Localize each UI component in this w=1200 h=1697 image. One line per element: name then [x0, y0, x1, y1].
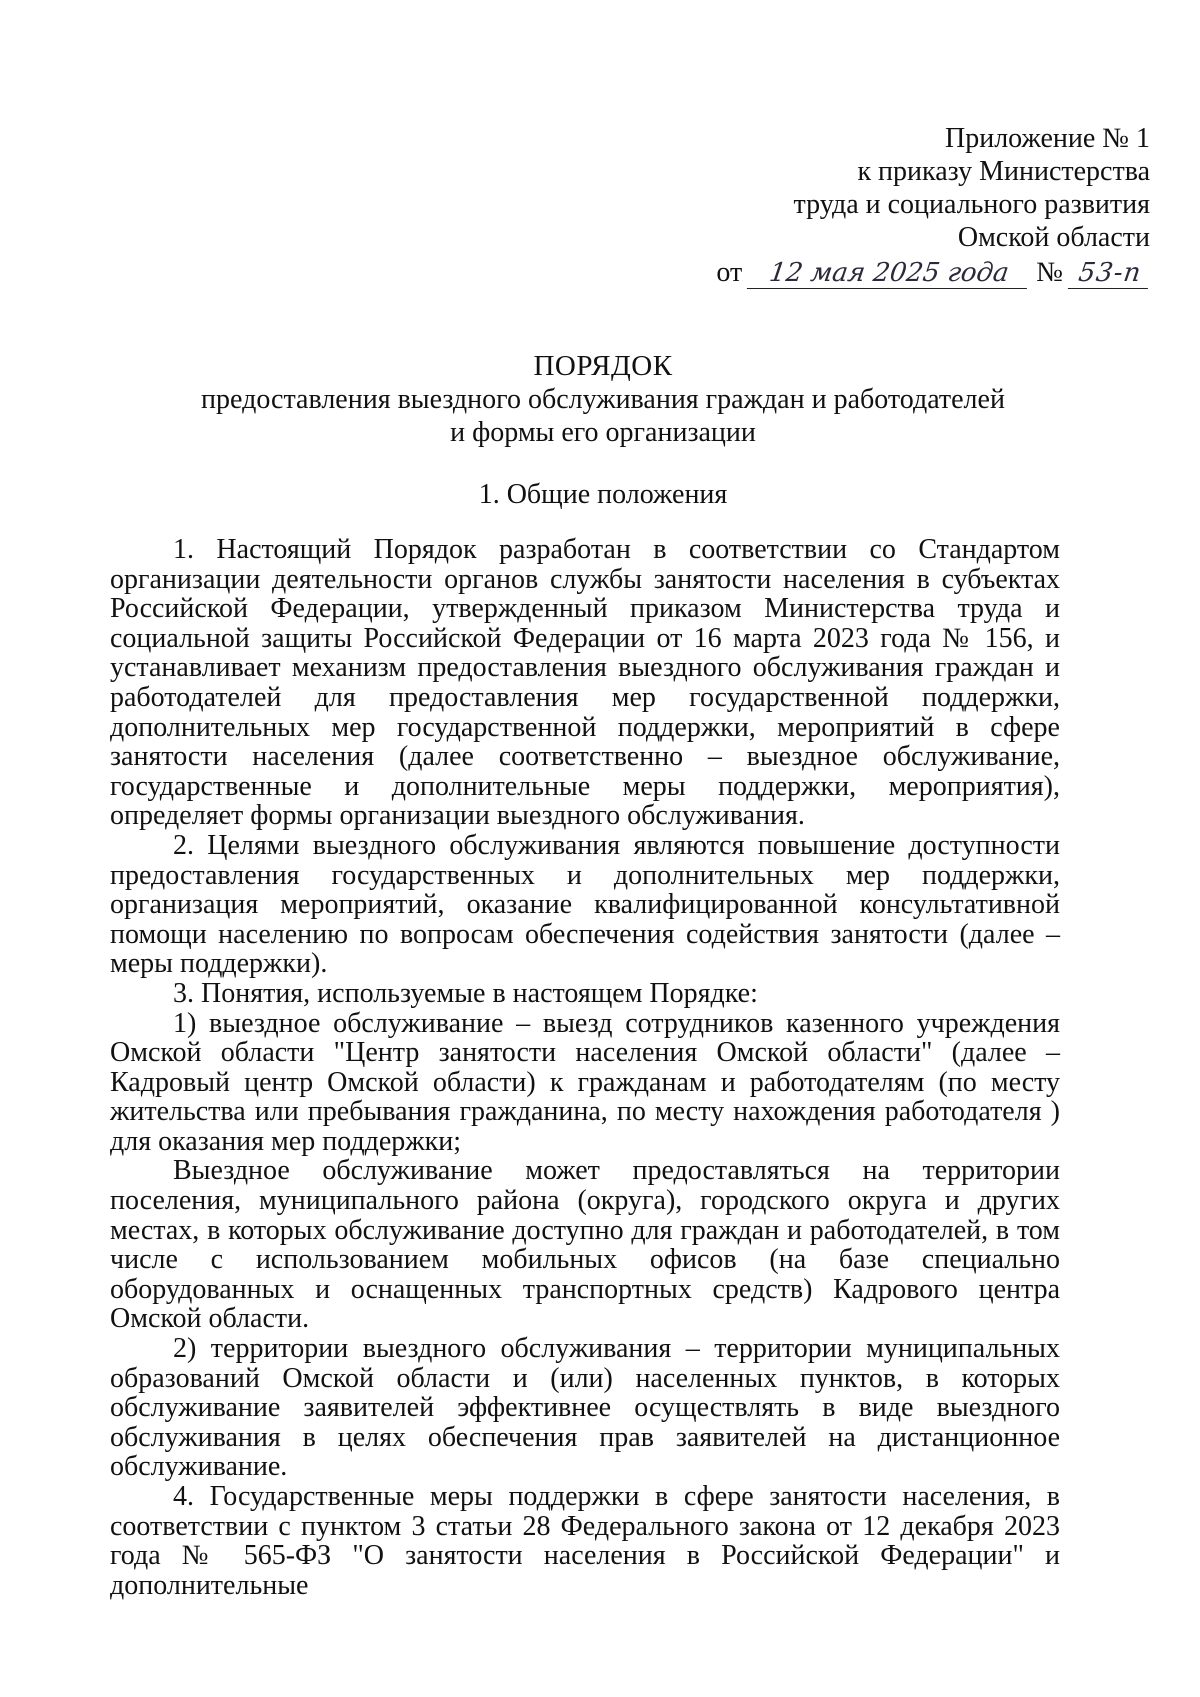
appendix-order-ref: к приказу Министерства — [857, 156, 1150, 187]
paragraph: 4. Государственные меры поддержки в сфере занятости населения, в соответствии с пунктом 3 статьи 28 Федерального закона от 12 декабря 2023 года № 565-ФЗ "О занятости населения в Российской Федерации" и дополнительные — [110, 1481, 1060, 1601]
paragraph: 2) территории выездного обслуживания – территории муниципальных образований Омской области и (или) населенных пунктов, в которых обслуживание заявителей эффективнее осуществлять в виде выездного обслуживания в целях обеспечения прав заявителей на дистанционное обслуживание. — [110, 1333, 1060, 1483]
paragraph: 1) выездное обслуживание – выезд сотрудников казенного учреждения Омской области "Центр занятости населения Омской области" (далее – Кадровый центр Омской области) к гражданам и работодателям (по месту жительства или пребывания гражданина, по месту нахождения работодателя ) для оказания мер поддержки; — [110, 1007, 1060, 1157]
order-date-line — [630, 256, 1150, 289]
appendix-number: Приложение № 1 — [945, 123, 1150, 154]
appendix-region: Омской области — [957, 222, 1150, 253]
document-subtitle-line1: предоставления выездного обслуживания граждан и работодателей — [201, 384, 1005, 415]
paragraph: 3. Понятия, используемые в настоящем Порядке: — [173, 977, 758, 1009]
number-prefix: № — [1036, 257, 1063, 288]
date-prefix: от — [716, 257, 743, 288]
handwritten-order-number: 53-п — [1068, 258, 1152, 289]
paragraph: Выездное обслуживание может предоставляться на территории поселения, муниципального района (округа), городского округа и других местах, в которых обслуживание доступно для граждан и работодателей, в том числе с использованием мобильных офисов (на базе специально оборудованных и оснащенных транспортных средств) Кадрового центра Омской области. — [110, 1155, 1060, 1335]
paragraph: 2. Целями выездного обслуживания являются повышение доступности предоставления государственных и дополнительных мер поддержки, организация мероприятий, оказание квалифицированной консультативной помощи населению по вопросам обеспечения содействия занятости (далее – меры поддержки). — [110, 829, 1060, 980]
handwritten-date: 12 мая 2025 года — [747, 258, 1031, 289]
paragraph: 1. Настоящий Порядок разработан в соответствии со Стандартом организации деятельности органов службы занятости населения в субъектах Российской Федерации, утвержденный приказом Министерства труда и социальной защиты Российской Федерации от 16 марта 2023 года № 156, и устанавливает механизм предоставления выездного обслуживания граждан и работодателей для предоставления мер государственной поддержки, дополнительных мер государственной поддержки, мероприятий в сфере занятости населения (далее соответственно – выездное обслуживание, государственные и дополнительные меры поддержки, мероприятия), определяет формы организации выездного обслуживания. — [110, 534, 1060, 832]
appendix-ministry: труда и социального развития — [793, 189, 1150, 220]
document-title-block — [110, 349, 1096, 449]
section-heading: 1. Общие положения — [478, 479, 728, 510]
appendix-header — [630, 122, 1150, 289]
document-subtitle-line2: и формы его организации — [450, 417, 756, 448]
document-title: ПОРЯДОК — [533, 350, 673, 382]
document-body — [110, 535, 1060, 1600]
